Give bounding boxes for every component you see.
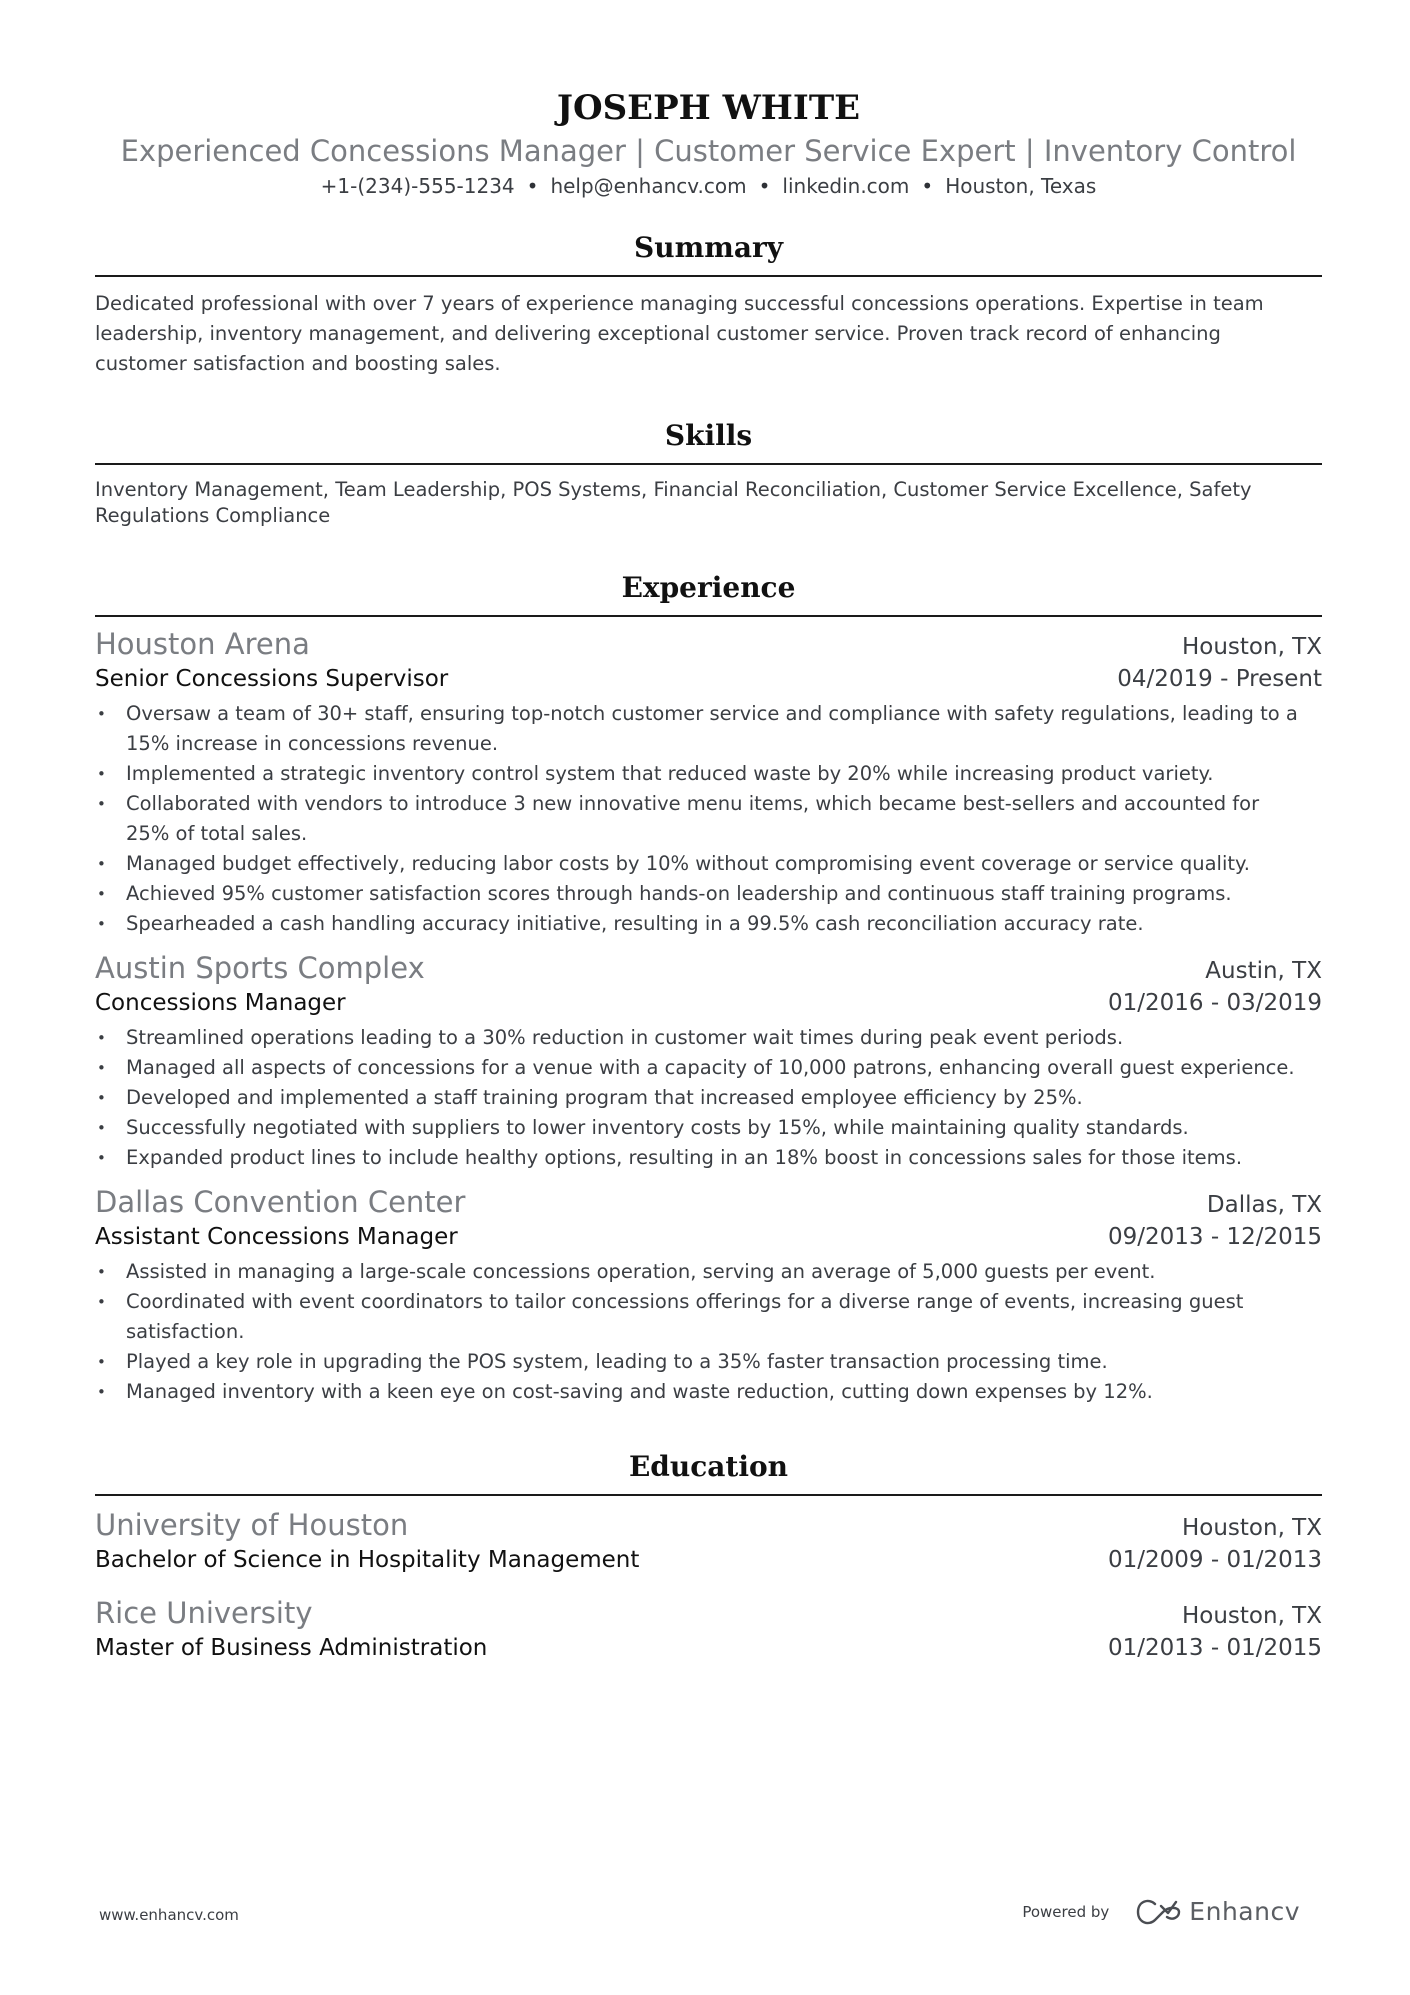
- entry-header-row: [95, 625, 1322, 663]
- achievement-item: [95, 1287, 1322, 1347]
- contact-linkedin: linkedin.com: [782, 174, 910, 198]
- section-title-education: Education: [628, 1450, 789, 1483]
- contact-location: Houston, Texas: [945, 174, 1097, 198]
- achievement-text-line: 15% increase in concessions revenue.: [126, 732, 499, 755]
- summary-line: leadership, inventory management, and delivering exceptional customer service. Proven track record of enhancing: [95, 322, 1221, 345]
- achievement-item: [95, 909, 1322, 939]
- experience-section: [95, 569, 1322, 1407]
- achievement-text-line: • Played a key role in upgrading the POS system, leading to a 35% faster transaction processing time.: [126, 1350, 1108, 1373]
- achievement-item: [95, 879, 1322, 909]
- achievement-item: [95, 1257, 1322, 1287]
- entry-header-row: [95, 949, 1322, 987]
- company-name: Dallas Convention Center: [95, 1185, 466, 1219]
- education-entry: [95, 1506, 1322, 1576]
- experience-entry: [95, 949, 1322, 1173]
- achievement-text-line: • Oversaw a team of 30+ staff, ensuring top-notch customer service and compliance with safety regulations, leading to a: [126, 702, 1298, 725]
- education-dates: 01/2013 - 01/2015: [1107, 1635, 1322, 1661]
- brand-name: Enhancv: [1189, 1897, 1300, 1926]
- achievement-text-line: satisfaction.: [126, 1320, 245, 1343]
- summary-section: [95, 229, 1322, 379]
- job-dates: 04/2019 - Present: [1117, 666, 1322, 692]
- achievement-item: [95, 1083, 1322, 1113]
- achievement-text-line: • Successfully negotiated with suppliers to lower inventory costs by 15%, while maintaining quality standards.: [126, 1116, 1189, 1139]
- achievement-text-line: • Developed and implemented a staff training program that increased employee efficiency by 25%.: [126, 1086, 1083, 1109]
- section-divider: [95, 1494, 1322, 1496]
- separator-dot: •: [758, 174, 771, 198]
- summary-line: Dedicated professional with over 7 years of experience managing successful concessions operations. Expertise in team: [95, 292, 1264, 315]
- education-dates: 01/2009 - 01/2013: [1107, 1547, 1322, 1573]
- job-location: Houston, TX: [1181, 634, 1322, 660]
- company-name: Houston Arena: [95, 627, 310, 661]
- section-title-skills: Skills: [664, 419, 753, 452]
- entry-header-row: [95, 1183, 1322, 1221]
- skills-section: [95, 417, 1322, 529]
- section-divider: [95, 463, 1322, 465]
- achievement-text-line: • Streamlined operations leading to a 30% reduction in customer wait times during peak event periods.: [126, 1026, 1124, 1049]
- achievement-list: [95, 1023, 1322, 1173]
- achievement-item: [95, 849, 1322, 879]
- achievement-text-line: • Assisted in managing a large-scale concessions operation, serving an average of 5,000 guests per event.: [126, 1260, 1156, 1283]
- school-name: Rice University: [95, 1596, 313, 1630]
- job-dates: 01/2016 - 03/2019: [1107, 990, 1322, 1016]
- achievement-item: [95, 1347, 1322, 1377]
- education-section: [95, 1448, 1322, 1664]
- section-divider: [95, 275, 1322, 277]
- footer-website[interactable]: www.enhancv.com: [99, 1906, 239, 1924]
- separator-dot: •: [526, 174, 539, 198]
- entry-header-row: [95, 1594, 1322, 1632]
- entry-role-row: [95, 663, 1322, 695]
- achievement-item: [95, 1113, 1322, 1143]
- achievement-list: [95, 699, 1322, 939]
- contact-email: help@enhancv.com: [550, 174, 747, 198]
- achievement-text-line: • Spearheaded a cash handling accuracy initiative, resulting in a 99.5% cash reconciliation accuracy rate.: [126, 912, 1144, 935]
- job-title: Senior Concessions Supervisor: [95, 666, 449, 692]
- skills-line: Inventory Management, Team Leadership, POS Systems, Financial Reconciliation, Customer Service Excellence, Safety: [95, 478, 1252, 501]
- entry-role-row: [95, 1221, 1322, 1253]
- job-title: Concessions Manager: [95, 990, 346, 1016]
- achievement-text-line: • Managed inventory with a keen eye on cost-saving and waste reduction, cutting down expenses by 12%.: [126, 1380, 1153, 1403]
- experience-entry: [95, 1183, 1322, 1407]
- powered-by-label: Powered by: [1022, 1902, 1110, 1921]
- achievement-item: [95, 1143, 1322, 1173]
- job-dates: 09/2013 - 12/2015: [1107, 1224, 1322, 1250]
- degree-title: Master of Business Administration: [95, 1635, 488, 1661]
- achievement-item: [95, 699, 1322, 759]
- job-title: Assistant Concessions Manager: [95, 1224, 458, 1250]
- achievement-text-line: • Managed budget effectively, reducing labor costs by 10% without compromising event coverage or service quality.: [126, 852, 1250, 875]
- summary-line: customer satisfaction and boosting sales.: [95, 352, 501, 375]
- section-title-summary: Summary: [634, 231, 783, 264]
- job-location: Austin, TX: [1205, 958, 1322, 984]
- entry-degree-row: [95, 1544, 1322, 1576]
- achievement-text-line: • Collaborated with vendors to introduce 3 new innovative menu items, which became best-sellers and accounted for: [126, 792, 1260, 815]
- school-location: Houston, TX: [1181, 1515, 1322, 1541]
- skills-text: [95, 477, 1322, 529]
- degree-title: Bachelor of Science in Hospitality Management: [95, 1547, 640, 1573]
- summary-text: [95, 289, 1322, 379]
- achievement-item: [95, 759, 1322, 789]
- brand-logo[interactable]: [1135, 1897, 1300, 1926]
- achievement-item: [95, 1023, 1322, 1053]
- section-divider: [95, 615, 1322, 617]
- achievement-text-line: • Expanded product lines to include healthy options, resulting in an 18% boost in concessions sales for those items.: [126, 1146, 1243, 1169]
- candidate-tagline: Experienced Concessions Manager | Customer Service Expert | Inventory Control: [120, 134, 1297, 168]
- achievement-text-line: • Achieved 95% customer satisfaction scores through hands-on leadership and continuous staff training programs.: [126, 882, 1232, 905]
- entry-degree-row: [95, 1632, 1322, 1664]
- achievement-text-line: • Implemented a strategic inventory control system that reduced waste by 20% while increasing product variety.: [126, 762, 1214, 785]
- contact-phone: +1-(234)-555-1234: [320, 174, 515, 198]
- achievement-list: [95, 1257, 1322, 1407]
- experience-entry: [95, 625, 1322, 939]
- candidate-name: JOSEPH WHITE: [556, 88, 861, 128]
- achievement-item: [95, 1377, 1322, 1407]
- job-location: Dallas, TX: [1206, 1192, 1322, 1218]
- achievement-item: [95, 789, 1322, 849]
- entry-role-row: [95, 987, 1322, 1019]
- achievement-text-line: • Coordinated with event coordinators to tailor concessions offerings for a diverse range of events, increasing guest: [126, 1290, 1244, 1313]
- school-location: Houston, TX: [1181, 1603, 1322, 1629]
- enhancv-logo-icon: [1135, 1899, 1183, 1925]
- resume-header: [95, 0, 1322, 200]
- separator-dot: •: [921, 174, 934, 198]
- achievement-text-line: • Managed all aspects of concessions for a venue with a capacity of 10,000 patrons, enhancing overall guest experience.: [126, 1056, 1295, 1079]
- achievement-text-line: 25% of total sales.: [126, 822, 308, 845]
- section-title-experience: Experience: [621, 571, 796, 604]
- entry-header-row: [95, 1506, 1322, 1544]
- achievement-item: [95, 1053, 1322, 1083]
- school-name: University of Houston: [95, 1508, 409, 1542]
- company-name: Austin Sports Complex: [95, 951, 425, 985]
- skills-line: Regulations Compliance: [95, 504, 331, 527]
- education-entry: [95, 1594, 1322, 1664]
- resume-page: [95, 0, 1322, 1664]
- footer-branding: [1022, 1897, 1300, 1926]
- contact-info: [95, 172, 1322, 200]
